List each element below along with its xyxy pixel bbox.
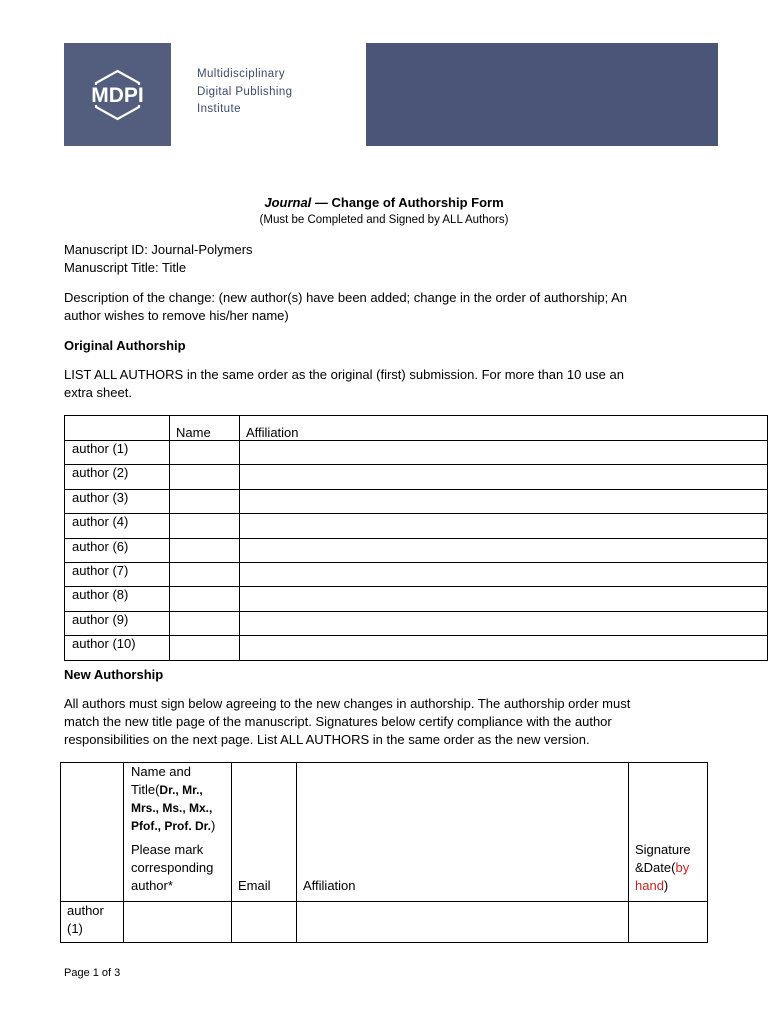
- name-cell[interactable]: [170, 489, 240, 513]
- author-label: author (9): [65, 611, 170, 635]
- author-label: author (6): [65, 538, 170, 562]
- affiliation-cell[interactable]: [240, 441, 768, 465]
- manuscript-id: Manuscript ID: Journal-Polymers: [64, 242, 253, 257]
- affiliation-cell[interactable]: [240, 538, 768, 562]
- name-cell[interactable]: [170, 636, 240, 660]
- author-label: author (7): [65, 562, 170, 586]
- description-line2: author wishes to remove his/her name): [64, 308, 289, 323]
- affiliation-cell[interactable]: [240, 514, 768, 538]
- email-cell[interactable]: [232, 902, 297, 943]
- new-instructions-line2: match the new title page of the manuscript. Signatures below certify compliance with the author: [64, 714, 612, 729]
- new-instructions-line1: All authors must sign below agreeing to the new changes in authorship. The authorship order must: [64, 696, 631, 711]
- affiliation-cell[interactable]: [240, 587, 768, 611]
- header-name-title: Name and Title(Dr., Mr., Mrs., Ms., Mx., Pfof., Prof. Dr.) Please mark corresponding author*: [124, 763, 232, 902]
- name-cell[interactable]: [170, 587, 240, 611]
- mdpi-logo: [64, 43, 171, 146]
- author-label: author (2): [65, 465, 170, 489]
- name-cell[interactable]: [170, 465, 240, 489]
- signature-cell[interactable]: [629, 902, 708, 943]
- header-email: Email: [232, 763, 297, 902]
- new-authorship-heading: New Authorship: [64, 667, 164, 682]
- name-cell[interactable]: [170, 441, 240, 465]
- header-name: Name: [170, 416, 240, 441]
- description-line1: Description of the change: (new author(s) have been added; change in the order of authorship; An: [64, 290, 627, 305]
- form-subtitle: (Must be Completed and Signed by ALL Authors): [259, 214, 509, 226]
- name-cell[interactable]: [124, 902, 232, 943]
- name-cell[interactable]: [170, 538, 240, 562]
- original-authorship-heading: Original Authorship: [64, 338, 186, 353]
- affiliation-cell[interactable]: [240, 636, 768, 660]
- institute-name: Multidisciplinary Digital Publishing Institute: [197, 68, 293, 115]
- author-label: author (3): [65, 489, 170, 513]
- new-instructions-line3: responsibilities on the next page. List ALL AUTHORS in the same order as the new version.: [64, 732, 590, 747]
- header-affiliation: Affiliation: [297, 763, 629, 902]
- form-title: Journal — Change of Authorship Form: [264, 195, 504, 210]
- header-affiliation: Affiliation: [240, 416, 768, 441]
- header-cell-blank: [61, 763, 124, 902]
- original-instructions-line1: LIST ALL AUTHORS in the same order as the original (first) submission. For more than 10 use an: [64, 367, 624, 382]
- affiliation-cell[interactable]: [240, 489, 768, 513]
- original-instructions-line2: extra sheet.: [64, 385, 132, 400]
- author-label: author (10): [65, 636, 170, 660]
- affiliation-cell[interactable]: [240, 611, 768, 635]
- header-signature-date: Signature &Date(by hand): [629, 763, 708, 902]
- original-authorship-table: [64, 415, 768, 661]
- name-cell[interactable]: [170, 611, 240, 635]
- new-authorship-table: [60, 762, 708, 943]
- affiliation-cell[interactable]: [240, 465, 768, 489]
- page-number: Page 1 of 3: [64, 967, 121, 979]
- author-label: author (1): [61, 902, 124, 943]
- affiliation-cell[interactable]: [240, 562, 768, 586]
- logo-hexagon-icon: [64, 43, 171, 146]
- author-label: author (4): [65, 514, 170, 538]
- name-cell[interactable]: [170, 514, 240, 538]
- author-label: author (1): [65, 441, 170, 465]
- author-label: author (8): [65, 587, 170, 611]
- name-cell[interactable]: [170, 562, 240, 586]
- header-cell-blank: [65, 416, 170, 441]
- manuscript-title: Manuscript Title: Title: [64, 260, 187, 275]
- header-banner: [366, 43, 718, 146]
- logo-text: MDPI: [91, 84, 144, 107]
- affiliation-cell[interactable]: [297, 902, 629, 943]
